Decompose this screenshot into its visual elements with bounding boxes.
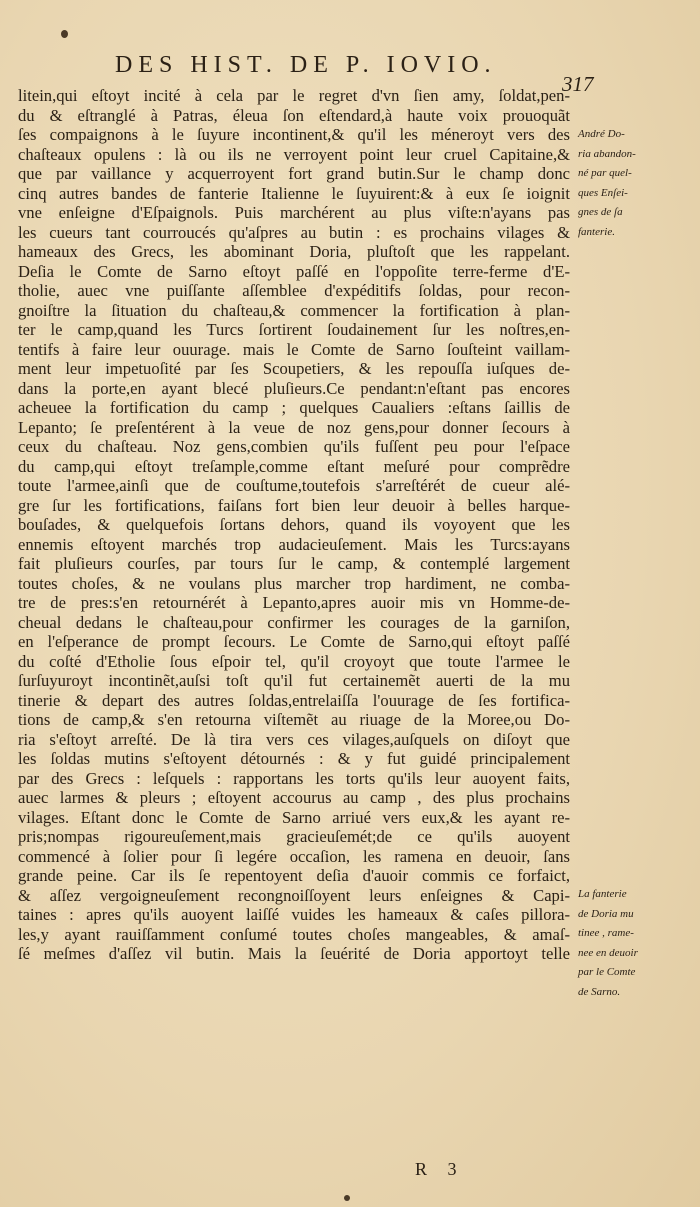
signature-mark: R 3 [415,1159,465,1179]
text-line: toute l'armee,ainſi que de couſtume,toutefois s'arreſtérét de cueur alé- [18,476,570,495]
margin-note-line: né par quel- [578,167,632,179]
margin-note-line: gnes de ſa [578,206,623,218]
text-line: ria s'eſtoyt arreſté. De là tira vers ces vilages,auſquels on diſoyt que [18,729,570,749]
text-line: taines : apres qu'ils auoyent laiſſé vuides les hameaux & caſes pillora- [18,905,570,924]
text-line: vne enſeigne d'Eſpaignols. Puis marchérent au plus viſte:n'ayans pas [18,203,570,222]
margin-note-line: par le Comte [578,966,636,978]
text-line: ceux du chaſteau. Noz gens,combien qu'ils fuſſent peu pour l'eſpace [18,437,570,456]
text-line: du & eſtranglé à Patras, éleua ſon eſtendard,à haute voix prouoquãt [18,105,570,125]
text-line: tre de pres:s'en retournérét à Lepanto,apres auoir mis vn Homme-de- [18,593,570,612]
text-line: ſes compaignons à le ſuyure incontinent,& qu'il les méneroyt vers des [18,125,570,144]
text-line: du camp,qui eſtoyt treſample,comme eſtant meſuré pour comprẽdre [18,456,570,476]
text-line: tentifs à faire leur ouurage. mais le Comte de Sarno ſouſteint vaillam- [18,339,570,359]
margin-note-line: fanterie. [578,225,615,238]
text-line: acheuee la fortification du camp ; quelques Caualiers :eſtans ſaillis de [18,398,570,417]
text-line: les,y ayant rauiſſamment conſumé toutes choſes mangeables, & amaſ- [18,924,570,944]
text-line: bouſades, & quelquefois ſortans dehors, quand ils voyoyent que les [18,515,570,534]
text-line: pris;nompas rigoureuſement,mais gracieuſemét;de ce qu'ils auoyent [18,827,570,846]
margin-note-line: de Doria mu [578,907,634,920]
text-line: tinerie & depart des autres ſoldas,entrelaiſſa l'ouurage de ſes fortifica- [18,690,570,710]
margin-note-line: nee en deuoir [578,946,638,959]
text-line: dans la porte,en ayant blecé pluſieurs.Ce pendant:n'eſtant pas encores [18,378,570,398]
text-line: vilages. Eſtant donc le Comte de Sarno arriué vers eux,& les ayant re- [18,807,570,827]
text-line: tions de camp,& s'en retourna viſtemẽt au riuage de la Moree,ou Do- [18,710,570,729]
text-line: par des Grecs : leſquels : rapportans les torts qu'ils leur auoyent faits, [18,768,570,788]
text-line: gre ſur les fortifications, faiſans fort bien leur deuoir à belles harque- [18,495,570,515]
text-line: ſé meſmes d'aſſez vil butin. Mais la ſeuérité de Doria apportoyt telle [18,944,570,963]
text-line: litein,qui eſtoyt incité à cela par le regret d'vn ſien amy, ſoldat,pen- [18,86,570,105]
text-line: les ſoldas mutins s'eſtoyent détournés : & y fut guidé principalement [18,749,570,768]
body-text [18,86,570,964]
text-line: & aſſez vergoigneuſement recongnoiſſoyent leurs enſeignes & Capi- [18,885,570,905]
text-line: chaſteaux opulens : là ou ils ne verroyent point leur cruel Capitaine,& [18,144,570,164]
text-line: Lepanto; ſe preſentérent à la veue de noz gens,pour donner ſecours à [18,417,570,437]
text-line: hameaux des Grecs, les abominant Doria, pluſtoſt que les rappelant. [18,242,570,261]
text-line: en l'eſperance de prompt ſecours. Le Comte de Sarno,qui eſtoyt paſſé [18,632,570,651]
text-line: ter le camp,quand les Turcs ſortirent ſoudainement ſur les noſtres,en- [18,320,570,339]
text-line: fait pluſieurs courſes, par tours ſur le camp, & contemplé largement [18,554,570,573]
text-line: tholie, auec vne puiſſante aſſemblee d'expéditifs ſoldas, pour recon- [18,281,570,300]
text-line: Deſia le Comte de Sarno eſtoyt paſſé en l'oppoſite terre-ferme d'E- [18,261,570,281]
text-line: gnoiſtre la ſituation du chaſteau,& commencer la fortification à plan- [18,300,570,320]
text-line: cheual dedans le chaſteau,pour confirmer les courages de la garniſon, [18,612,570,632]
page-number: 317 [562,72,594,96]
text-line: que par vaillance y acquerroyent fort grand butin.Sur le champ donc [18,164,570,183]
text-line: cinq autres bandes de fanterie Italienne le ſuyuirent:& à eux ſe ioignit [18,183,570,203]
text-line: les cueurs tant courroucés qu'aſpres au butin : es prochains vilages & [18,222,570,242]
text-line: ennemis eſtoyent marchés trop audacieuſement. Mais les Turcs:ayans [18,534,570,554]
text-line: grande peine. Car ils ſe repentoyent deſia d'auoir commis ce forfaict, [18,866,570,885]
margin-note-andre-doria [578,125,698,242]
margin-note-fanterie [578,885,698,1002]
margin-note-line: tinee , rame- [578,927,634,939]
ink-spot [61,30,68,38]
text-line: ſurſuyuroyt incontinẽt,auſsi toſt qu'il fut certainemẽt auerti de la mu [18,671,570,690]
text-line: ment leur impetuoſité par ſes Scoupetiers, & les repouſſa iuſques de- [18,359,570,378]
ink-spot [344,1195,350,1201]
running-head: DES HIST. DE P. IOVIO. [115,52,497,78]
margin-note-line: de Sarno. [578,985,621,998]
text-line: commencé à ſolier pour ſi legére occaſion, les ramena en deuoir, ſans [18,846,570,866]
margin-note-line: La fanterie [578,888,627,900]
text-line: du coſté d'Etholie ſous eſpoir tel, qu'il croyoyt que toute l'armee le [18,651,570,671]
text-line: auec larmes & pleurs ; eſtoyent accourus au camp , des plus prochains [18,788,570,807]
margin-note-line: ria abandon- [578,147,636,160]
text-line: toutes choſes, & ne voulans plus marcher trop hardiment, ne comba- [18,573,570,593]
margin-note-line: André Do- [578,128,625,140]
margin-note-line: ques Enſei- [578,186,628,199]
